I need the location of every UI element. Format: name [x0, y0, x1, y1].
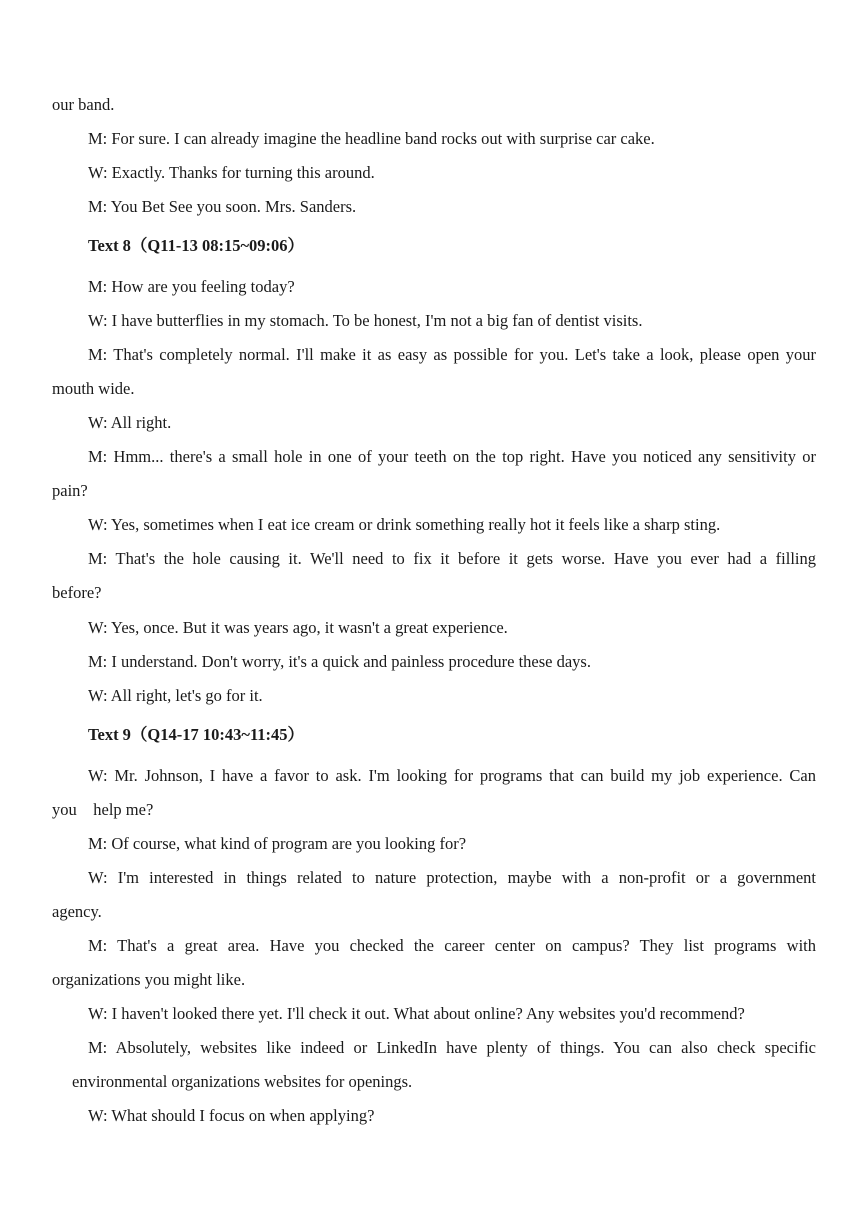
- dialogue-line: W: I haven't looked there yet. I'll check it out. What about online? Any websites you'd recommend?: [88, 1004, 745, 1023]
- dialogue-line: M: Hmm... there's a small hole in one of your teeth on the top right. Have you noticed any sensitivity or: [88, 447, 816, 466]
- dialogue-line-continuation: pain?: [52, 481, 88, 500]
- dialogue-line: W: Mr. Johnson, I have a favor to ask. I'm looking for programs that can build my job experience. Can: [88, 766, 816, 785]
- dialogue-line: W: What should I focus on when applying?: [88, 1106, 375, 1125]
- dialogue-line: M: I understand. Don't worry, it's a quick and painless procedure these days.: [88, 652, 591, 671]
- dialogue-line: W: Yes, once. But it was years ago, it wasn't a great experience.: [88, 618, 508, 637]
- dialogue-line-continuation: environmental organizations websites for openings.: [72, 1072, 413, 1091]
- dialogue-line-continuation: you help me?: [52, 800, 154, 819]
- dialogue-line: M: For sure. I can already imagine the headline band rocks out with surprise car cake.: [88, 129, 655, 148]
- dialogue-line: M: How are you feeling today?: [88, 277, 295, 296]
- dialogue-paragraph: [52, 542, 816, 610]
- dialogue-line-continuation: organizations you might like.: [52, 970, 246, 989]
- section-heading-text-9: Text 9（Q14-17 10:43~11:45）: [88, 725, 305, 744]
- dialogue-line-continuation: before?: [52, 583, 102, 602]
- dialogue-line: W: All right, let's go for it.: [88, 686, 263, 705]
- dialogue-line: W: Yes, sometimes when I eat ice cream or drink something really hot it feels like a sharp sting.: [88, 515, 721, 534]
- dialogue-line: M: Absolutely, websites like indeed or LinkedIn have plenty of things. You can also check specific: [88, 1038, 816, 1057]
- dialogue-line-continuation: mouth wide.: [52, 379, 135, 398]
- dialogue-paragraph: [52, 861, 816, 929]
- dialogue-line: M: That's completely normal. I'll make it as easy as possible for you. Let's take a look, please open your: [88, 345, 816, 364]
- dialogue-line: W: Exactly. Thanks for turning this around.: [88, 163, 375, 182]
- dialogue-paragraph: [52, 929, 816, 997]
- line-intro-tail: our band.: [52, 95, 115, 114]
- dialogue-paragraph: [52, 338, 816, 406]
- dialogue-paragraph: [52, 759, 816, 827]
- dialogue-line: W: I'm interested in things related to nature protection, maybe with a non-profit or a government: [88, 868, 816, 887]
- dialogue-line: W: All right.: [88, 413, 172, 432]
- dialogue-line: M: You Bet See you soon. Mrs. Sanders.: [88, 197, 357, 216]
- dialogue-line: M: That's the hole causing it. We'll need to fix it before it gets worse. Have you ever had a filling: [88, 549, 816, 568]
- dialogue-paragraph: [52, 1031, 816, 1099]
- dialogue-paragraph: [52, 440, 816, 508]
- dialogue-line: M: Of course, what kind of program are you looking for?: [88, 834, 467, 853]
- dialogue-line: M: That's a great area. Have you checked the career center on campus? They list programs with: [88, 936, 816, 955]
- dialogue-line: W: I have butterflies in my stomach. To be honest, I'm not a big fan of dentist visits.: [88, 311, 643, 330]
- section-heading-text-8: Text 8（Q11-13 08:15~09:06）: [88, 236, 305, 255]
- dialogue-line-continuation: agency.: [52, 902, 102, 921]
